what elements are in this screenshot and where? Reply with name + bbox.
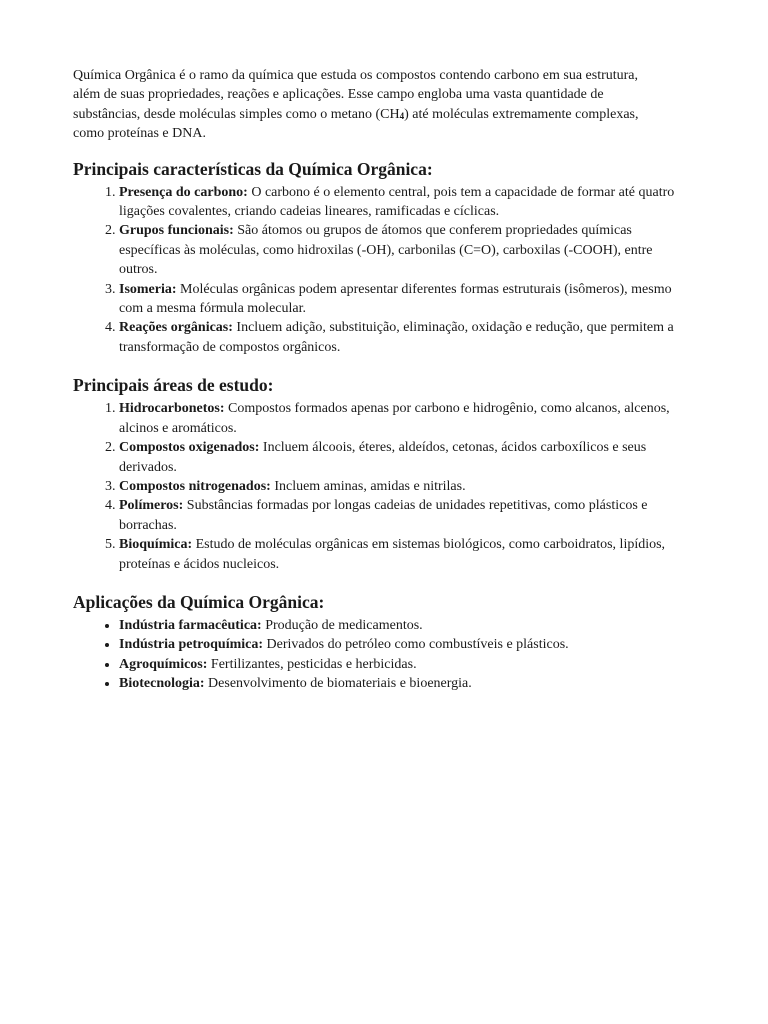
section-heading-applications: Aplicações da Química Orgânica: xyxy=(73,591,325,612)
list-item-term: Reações orgânicas: xyxy=(119,320,233,336)
list-item-text: O carbono é o elemento central, pois tem a capacidade de formar até quatro ligações covalentes, criando cadeias lineares, ramificadas e cíclicas. xyxy=(119,184,675,220)
section-applications xyxy=(73,591,696,694)
list-item xyxy=(119,635,694,654)
list-item-term: Presença do carbono: xyxy=(119,184,248,200)
section-study-areas xyxy=(73,374,696,574)
study-areas-list xyxy=(73,399,696,574)
list-item xyxy=(119,655,694,674)
section-characteristics xyxy=(73,158,696,358)
list-item xyxy=(119,535,694,574)
list-item-text: São átomos ou grupos de átomos que conferem propriedades químicas específicas às moléculas, como hidroxilas (-OH), carbonilas (C=O), carboxilas (-COOH), entre outros. xyxy=(119,223,653,278)
list-item xyxy=(119,438,694,477)
list-item-term: Isomeria: xyxy=(119,281,177,297)
list-item xyxy=(119,318,694,357)
list-item-text: Fertilizantes, pesticidas e herbicidas. xyxy=(207,656,417,672)
characteristics-list xyxy=(73,183,696,358)
list-item xyxy=(119,496,694,535)
section-heading-study-areas: Principais áreas de estudo: xyxy=(73,375,274,396)
methane-subscript: 4 xyxy=(399,110,405,121)
intro-paragraph xyxy=(73,66,648,144)
list-item-term: Indústria petroquímica: xyxy=(119,637,264,653)
list-item xyxy=(119,221,694,279)
list-item-text: Estudo de moléculas orgânicas em sistemas biológicos, como carboidratos, lipídios, proteínas e ácidos nucleicos. xyxy=(119,537,666,572)
list-item xyxy=(119,399,694,438)
list-item xyxy=(119,674,694,693)
list-item-term: Polímeros: xyxy=(119,498,184,514)
list-item xyxy=(119,477,694,496)
list-item-text: Produção de medicamentos. xyxy=(261,617,423,633)
list-item-term: Compostos nitrogenados: xyxy=(119,478,271,494)
applications-list xyxy=(73,616,696,694)
list-item-term: Biotecnologia: xyxy=(119,676,205,692)
list-item-text: Moléculas orgânicas podem apresentar diferentes formas estruturais (isômeros), mesmo com a mesma fórmula molecular. xyxy=(119,281,672,317)
list-item-term: Hidrocarbonetos: xyxy=(119,401,225,417)
list-item-text: Derivados do petróleo como combustíveis e plásticos. xyxy=(263,637,569,653)
list-item-text: Incluem aminas, amidas e nitrilas. xyxy=(270,478,466,494)
list-item-text: Incluem álcoois, éteres, aldeídos, cetonas, ácidos carboxílicos e seus derivados. xyxy=(119,440,647,475)
list-item-term: Indústria farmacêutica: xyxy=(119,617,262,633)
intro-text-after: ) até moléculas extremamente complexas, como proteínas e DNA. xyxy=(73,106,639,142)
intro-text-before: Química Orgânica é o ramo da química que estuda os compostos contendo carbono em sua estrutura, além de suas propriedades, reações e aplicações. Esse campo engloba uma vasta quantidade de substâncias, desde moléculas simples como o metano (CH xyxy=(73,68,639,122)
list-item-term: Grupos funcionais: xyxy=(119,223,234,239)
list-item-text: Desenvolvimento de biomateriais e bioenergia. xyxy=(204,676,472,692)
list-item-term: Bioquímica: xyxy=(119,537,193,553)
list-item-text: Incluem adição, substituição, eliminação, oxidação e redução, que permitem a transformação de compostos orgânicos. xyxy=(119,320,674,355)
list-item-term: Agroquímicos: xyxy=(119,656,208,672)
section-heading-characteristics: Principais características da Química Orgânica: xyxy=(73,158,433,179)
list-item-text: Compostos formados apenas por carbono e hidrogênio, como alcanos, alcenos, alcinos e aromáticos. xyxy=(119,401,670,436)
list-item xyxy=(119,183,694,222)
list-item xyxy=(119,616,694,635)
list-item xyxy=(119,280,694,319)
list-item-text: Substâncias formadas por longas cadeias de unidades repetitivas, como plásticos e borrachas. xyxy=(119,498,648,533)
list-item-term: Compostos oxigenados: xyxy=(119,440,260,456)
